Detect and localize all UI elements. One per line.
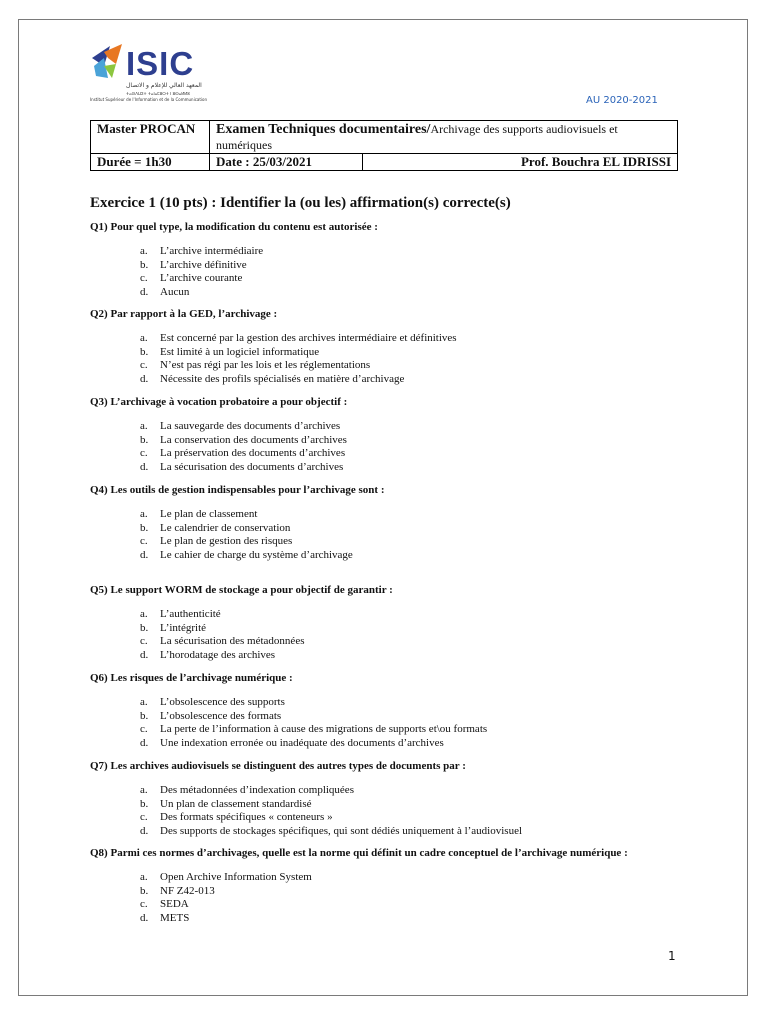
logo-subtitle: Institut Supérieur de l'Information et de la Communication bbox=[90, 97, 208, 102]
option-text: L’obsolescence des supports bbox=[160, 696, 285, 708]
question-2-options bbox=[140, 332, 457, 386]
option-6-c bbox=[140, 723, 487, 737]
option-letter: a. bbox=[140, 420, 148, 432]
question-7-options bbox=[140, 784, 522, 838]
option-text: Aucun bbox=[160, 285, 190, 298]
option-text: Un plan de classement standardisé bbox=[160, 797, 312, 810]
option-8-d bbox=[140, 912, 312, 926]
exam-title-rest: Archivage des supports audiovisuels et numériques bbox=[216, 122, 618, 152]
exam-title-cell bbox=[210, 121, 678, 154]
option-text: Des métadonnées d’indexation compliquées bbox=[160, 784, 354, 796]
option-letter: c. bbox=[140, 535, 148, 548]
logo-arabic: المعهد العالي للإعلام و الاتصال bbox=[126, 82, 202, 89]
option-text: La sécurisation des documents d’archives bbox=[160, 460, 344, 473]
option-text: La perte de l’information à cause des migrations de supports et\ou formats bbox=[160, 723, 488, 736]
question-8-options bbox=[140, 871, 312, 925]
question-1-options bbox=[140, 245, 263, 299]
option-6-b bbox=[140, 710, 487, 724]
academic-year: AU 2020-2021 bbox=[586, 95, 658, 106]
question-4-options bbox=[140, 508, 353, 562]
question-3-options bbox=[140, 420, 347, 474]
logo-tifinagh: ⵜⴰⵙⴷⵡⵉⵜ ⵜⴰⵏⴰⵎⵓⵔⵜ ⵏ ⵓⵙⴰⵍⵍⵓ bbox=[126, 91, 190, 96]
option-7-a bbox=[140, 784, 522, 798]
option-text: Des supports de stockages spécifiques, qui sont dédiés uniquement à l’audiovisuel bbox=[160, 824, 523, 837]
question-4: Q4) Les outils de gestion indispensables pour l’archivage sont : bbox=[90, 484, 385, 496]
option-4-b bbox=[140, 522, 353, 536]
option-7-b bbox=[140, 798, 522, 812]
option-text: Est limité à un logiciel informatique bbox=[160, 345, 320, 358]
option-text: Est concerné par la gestion des archives intermédiaire et définitives bbox=[160, 332, 457, 344]
option-7-d bbox=[140, 825, 522, 839]
option-8-a bbox=[140, 871, 312, 885]
option-letter: d. bbox=[140, 824, 149, 837]
option-text: La conservation des documents d’archives bbox=[160, 433, 347, 446]
option-text: N’est pas régi par les lois et les réglementations bbox=[160, 359, 371, 372]
option-7-c bbox=[140, 811, 522, 825]
question-8: Q8) Parmi ces normes d’archivages, quelle est la norme qui définit un cadre conceptuel de l’archivage numérique : bbox=[90, 847, 628, 859]
option-letter: a. bbox=[140, 608, 148, 620]
option-letter: d. bbox=[140, 911, 149, 924]
header-row-1 bbox=[91, 121, 678, 154]
option-letter: d. bbox=[140, 285, 149, 298]
option-letter: a. bbox=[140, 696, 148, 708]
option-letter: a. bbox=[140, 245, 148, 257]
option-text: SEDA bbox=[160, 898, 189, 911]
option-letter: d. bbox=[140, 460, 149, 473]
option-text: Une indexation erronée ou inadéquate des documents d’archives bbox=[160, 736, 444, 749]
option-letter: b. bbox=[140, 521, 149, 534]
duration-cell: Durée = 1h30 bbox=[91, 154, 210, 171]
option-3-c bbox=[140, 447, 347, 461]
option-letter: b. bbox=[140, 345, 149, 358]
option-letter: c. bbox=[140, 272, 148, 285]
option-2-d bbox=[140, 373, 457, 387]
option-letter: c. bbox=[140, 447, 148, 460]
option-letter: d. bbox=[140, 648, 149, 661]
professor-cell: Prof. Bouchra EL IDRISSI bbox=[363, 154, 678, 171]
question-6-options bbox=[140, 696, 487, 750]
option-text: La sauvegarde des documents d’archives bbox=[160, 420, 341, 432]
option-letter: d. bbox=[140, 548, 149, 561]
option-text: METS bbox=[160, 911, 190, 924]
option-text: L’archive courante bbox=[160, 272, 243, 285]
option-text: Le cahier de charge du système d’archivage bbox=[160, 548, 353, 561]
option-6-a bbox=[140, 696, 487, 710]
logo-name: ISIC bbox=[126, 45, 195, 82]
option-4-d bbox=[140, 549, 353, 563]
option-text: L’intégrité bbox=[160, 621, 207, 634]
option-5-b bbox=[140, 622, 304, 636]
option-text: La préservation des documents d’archives bbox=[160, 447, 346, 460]
option-letter: b. bbox=[140, 258, 149, 271]
option-letter: c. bbox=[140, 359, 148, 372]
header-row-2 bbox=[91, 154, 678, 171]
option-1-d bbox=[140, 286, 263, 300]
option-4-a bbox=[140, 508, 353, 522]
isic-logo-icon bbox=[90, 44, 124, 80]
option-letter: d. bbox=[140, 372, 149, 385]
option-1-c bbox=[140, 272, 263, 286]
option-letter: c. bbox=[140, 635, 148, 648]
option-text: Nécessite des profils spécialisés en matière d’archivage bbox=[160, 372, 405, 385]
option-1-a bbox=[140, 245, 263, 259]
option-letter: c. bbox=[140, 811, 148, 824]
exam-title-bold: Examen Techniques documentaires/ bbox=[216, 122, 431, 137]
option-letter: b. bbox=[140, 797, 149, 810]
page-number: 1 bbox=[668, 949, 676, 963]
exercise-title: Exercice 1 (10 pts) : Identifier la (ou les) affirmation(s) correcte(s) bbox=[90, 195, 511, 211]
option-letter: a. bbox=[140, 784, 148, 796]
option-3-a bbox=[140, 420, 347, 434]
question-2: Q2) Par rapport à la GED, l’archivage : bbox=[90, 308, 278, 320]
exam-header-table bbox=[90, 120, 678, 171]
option-text: Des formats spécifiques « conteneurs » bbox=[160, 811, 333, 824]
option-letter: a. bbox=[140, 871, 148, 883]
option-2-a bbox=[140, 332, 457, 346]
option-2-c bbox=[140, 359, 457, 373]
option-letter: b. bbox=[140, 621, 149, 634]
question-5-options bbox=[140, 608, 304, 662]
option-text: L’horodatage des archives bbox=[160, 648, 276, 661]
option-text: L’obsolescence des formats bbox=[160, 709, 282, 722]
option-letter: a. bbox=[140, 332, 148, 344]
option-6-d bbox=[140, 737, 487, 751]
option-letter: b. bbox=[140, 709, 149, 722]
option-5-c bbox=[140, 635, 304, 649]
program-cell: Master PROCAN bbox=[91, 121, 210, 154]
option-letter: c. bbox=[140, 723, 148, 736]
option-letter: a. bbox=[140, 508, 148, 520]
option-text: L’authenticité bbox=[160, 608, 221, 620]
option-8-b bbox=[140, 885, 312, 899]
option-4-c bbox=[140, 535, 353, 549]
option-3-d bbox=[140, 461, 347, 475]
option-8-c bbox=[140, 898, 312, 912]
question-6: Q6) Les risques de l’archivage numérique : bbox=[90, 672, 293, 684]
option-text: Le plan de classement bbox=[160, 508, 258, 520]
isic-logo bbox=[90, 44, 210, 104]
option-5-d bbox=[140, 649, 304, 663]
option-3-b bbox=[140, 434, 347, 448]
question-3: Q3) L’archivage à vocation probatoire a pour objectif : bbox=[90, 396, 348, 408]
option-letter: c. bbox=[140, 898, 148, 911]
option-text: Le calendrier de conservation bbox=[160, 521, 291, 534]
option-letter: b. bbox=[140, 884, 149, 897]
question-1: Q1) Pour quel type, la modification du contenu est autorisée : bbox=[90, 221, 378, 233]
option-text: La sécurisation des métadonnées bbox=[160, 635, 305, 648]
option-5-a bbox=[140, 608, 304, 622]
date-cell: Date : 25/03/2021 bbox=[210, 154, 363, 171]
option-2-b bbox=[140, 346, 457, 360]
option-letter: b. bbox=[140, 433, 149, 446]
option-text: L’archive définitive bbox=[160, 258, 247, 271]
question-5: Q5) Le support WORM de stockage a pour objectif de garantir : bbox=[90, 584, 393, 596]
option-text: Open Archive Information System bbox=[160, 871, 312, 883]
option-1-b bbox=[140, 259, 263, 273]
option-text: Le plan de gestion des risques bbox=[160, 535, 293, 548]
option-text: NF Z42-013 bbox=[160, 884, 215, 897]
option-text: L’archive intermédiaire bbox=[160, 245, 264, 257]
option-letter: d. bbox=[140, 736, 149, 749]
question-7: Q7) Les archives audiovisuels se distinguent des autres types de documents par : bbox=[90, 760, 466, 772]
